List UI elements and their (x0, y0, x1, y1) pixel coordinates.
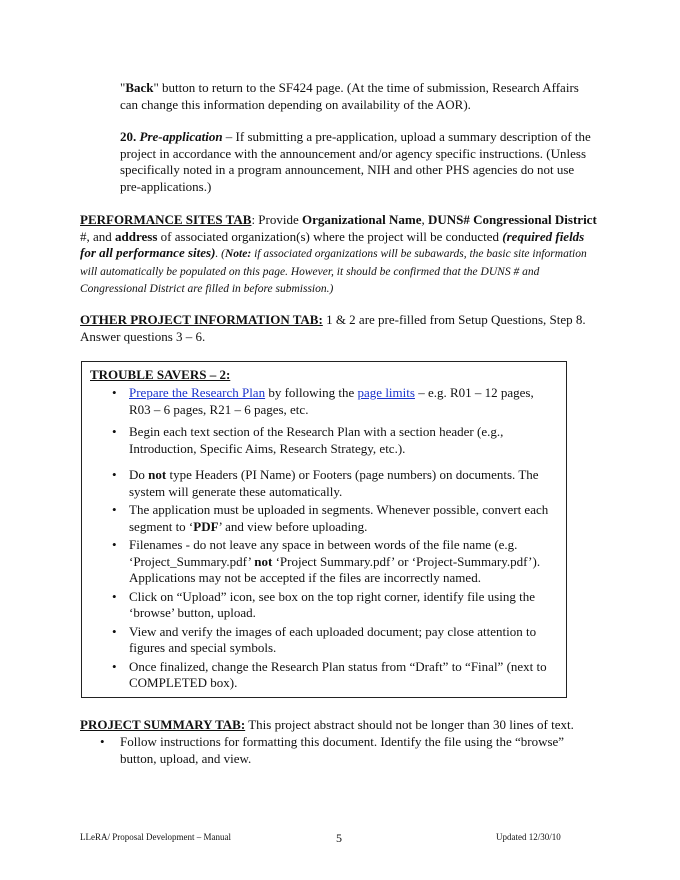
list-item-text: ’ and view before uploading. (218, 518, 368, 534)
list-item (129, 537, 557, 587)
list-item-text: Once finalized, change the Research Plan status from “Draft” to “Final” (next to COMPLETED box). (129, 658, 547, 690)
note-label: Note: (225, 248, 252, 260)
performance-text-1: : Provide (251, 212, 302, 227)
trouble-savers-list (129, 385, 557, 698)
note-text: if associated organizations will be subawards, the basic site information will automatically be populated on this page. However, it should be confirmed that the DUNS # and Congressional District are filled in before submission.) (80, 248, 587, 295)
list-item-text: – e.g. R01 – 12 pages, R03 – 6 pages, R21 – 6 pages, etc. (129, 385, 534, 417)
item-20-paragraph (120, 129, 598, 195)
duns-term: DUNS# Congressional District (428, 212, 597, 227)
footer-manual-title: LLeRA/ Proposal Development – Manual (80, 832, 231, 842)
list-item (129, 502, 557, 535)
item-20-number: 20. (120, 129, 137, 144)
intro-block (120, 80, 598, 195)
list-item-text: by following the (265, 385, 358, 400)
back-text: button to return to the SF424 page. (At the time of submission, Research Affairs can change this information depending on availability of the AOR). (120, 80, 579, 112)
other-project-info-heading: OTHER PROJECT INFORMATION TAB: (80, 312, 323, 327)
list-item-text: The application must be uploaded in segments. Whenever possible, convert each segment to ‘ (129, 502, 549, 534)
back-paragraph: "Back" button to return to the SF424 page. (At the time of submission, Research Affairs can change this information depending on availability of the AOR). (120, 80, 579, 112)
list-item (129, 659, 557, 692)
page-limits-link[interactable]: page limits (357, 385, 415, 400)
list-item (129, 385, 557, 418)
performance-text-4: of associated organization(s) where the project will be conducted (157, 228, 503, 244)
page-number: 5 (336, 831, 342, 845)
org-name-term: Organizational Name (302, 212, 422, 227)
list-item (129, 624, 557, 657)
project-summary-paragraph (80, 717, 602, 734)
required-fields-note: (required fields for all performance sites) (80, 228, 585, 260)
footer-updated-date: Updated 12/30/10 (496, 832, 561, 842)
emphasis-not: not (148, 467, 167, 482)
performance-text-2: , (421, 212, 429, 227)
trouble-savers-box (81, 361, 567, 698)
performance-text-3: #, and (80, 228, 116, 244)
list-item-text: View and verify the images of each uploaded document; pay close attention to figures and special symbols. (129, 623, 537, 655)
performance-sites-paragraph (80, 212, 602, 298)
trouble-savers-title: TROUBLE SAVERS – 2: (90, 367, 231, 382)
emphasis-not: not (254, 553, 273, 569)
list-item (129, 424, 557, 457)
list-item-text: Begin each text section of the Research Plan with a section header (e.g., Introduction, Specific Aims, Research Strategy, etc.). (129, 424, 504, 456)
performance-text-5: . ( (215, 248, 225, 260)
other-project-info-paragraph (80, 312, 602, 345)
research-plan-link[interactable]: Prepare the Research Plan (129, 385, 266, 400)
list-item-text: type Headers (PI Name) or Footers (page numbers) on documents. The system will generate these automatically. (129, 467, 539, 499)
project-summary-text: This project abstract should not be longer than 30 lines of text. (245, 717, 574, 732)
project-summary-heading: PROJECT SUMMARY TAB: (80, 717, 246, 732)
list-item-text: Filenames - do not leave any space in between words of the file name (e.g. ‘Project_Summary.pdf’ (129, 537, 518, 569)
other-project-info-text: 1 & 2 are pre-filled from Setup Questions, Step 8. Answer questions 3 – 6. (80, 312, 586, 344)
item-20-text: – If submitting a pre-application, upload a summary description of the project in accordance with the announcement and/or agency specific instructions. (Unless specifically noted in a program announcement, NIH and other PHS agencies do not use pre-applications.) (120, 129, 591, 194)
list-item (129, 589, 557, 622)
list-item-text: ‘Project Summary.pdf’ or ‘Project-Summary.pdf’). Applications may not be accepted if the files are incorrectly named. (129, 553, 541, 585)
item-20-title: Pre-application (139, 129, 223, 144)
back-label: Back (125, 80, 154, 95)
address-term: address (115, 228, 158, 244)
list-item-text: Click on “Upload” icon, see box on the top right corner, identify file using the ‘browse’ button, upload. (129, 588, 535, 620)
project-summary-bullet: • Follow instructions for formatting this document. Identify the file using the “browse” button, upload, and view. (120, 734, 590, 767)
performance-sites-heading: PERFORMANCE SITES TAB (80, 212, 252, 227)
list-item (129, 467, 557, 500)
list-item-text: Do (129, 467, 149, 482)
emphasis-pdf: PDF (193, 518, 219, 534)
